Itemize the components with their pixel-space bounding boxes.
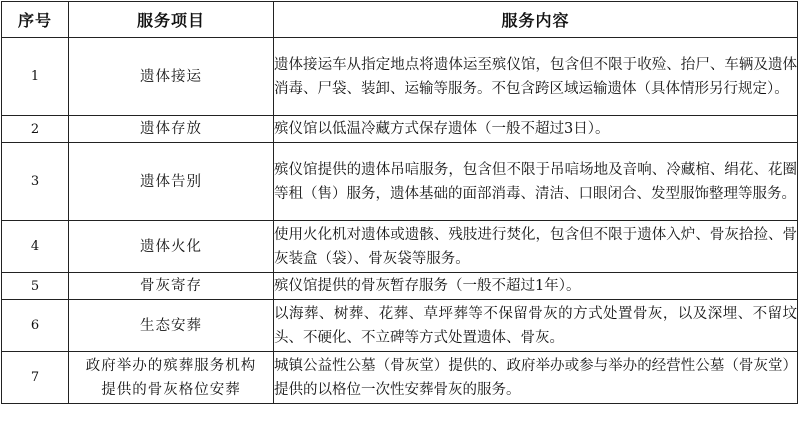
- service-item: [69, 38, 274, 116]
- row-number: 4: [2, 221, 69, 273]
- service-table: [1, 1, 798, 404]
- table-row: [2, 38, 798, 116]
- row-number: 2: [2, 116, 69, 143]
- service-content: 遗体接运车从指定地点将遗体运至殡仪馆，包含但不限于收殓、抬尸、车辆及遗体消毒、尸袋、装卸、运输等服务。不包含跨区域运输遗体（具体情形另行规定）。: [274, 38, 798, 116]
- service-content: 殡仪馆提供的骨灰暂存服务（一般不超过1年）。: [274, 273, 798, 300]
- service-item: [69, 143, 274, 221]
- table-header: [2, 2, 798, 38]
- header-row: [2, 2, 798, 38]
- service-item-line: 生态安葬: [140, 317, 202, 334]
- service-item-line: 遗体告别: [140, 173, 202, 190]
- header-service-content: 服务内容: [274, 2, 798, 38]
- service-content: 殡仪馆提供的遗体吊唁服务，包含但不限于吊唁场地及音响、冷藏棺、绢花、花圈等租（售）服务，遗体基础的面部消毒、清洁、口眼闭合、发型服饰整理等服务。: [274, 143, 798, 221]
- service-item: [69, 352, 274, 404]
- service-content: 以海葬、树葬、花葬、草坪葬等不保留骨灰的方式处置骨灰，以及深埋、不留坟头、不硬化、不立碑等方式处置遗体、骨灰。: [274, 300, 798, 352]
- table-body: [2, 38, 798, 404]
- service-item-line: 骨灰寄存: [140, 278, 202, 294]
- service-item-line: 提供的骨灰格位安葬: [101, 381, 241, 398]
- table-row: [2, 221, 798, 273]
- table-row: [2, 273, 798, 300]
- service-content: 使用火化机对遗体或遗骸、残肢进行焚化，包含但不限于遗体入炉、骨灰拾捡、骨灰装盒（袋）、骨灰袋等服务。: [274, 221, 798, 273]
- service-item: [69, 116, 274, 143]
- header-service-item: 服务项目: [69, 2, 274, 38]
- row-number: 6: [2, 300, 69, 352]
- service-item-line: 遗体接运: [140, 68, 202, 85]
- service-item-line: 遗体存放: [140, 121, 202, 137]
- table-row: [2, 352, 798, 404]
- row-number: 1: [2, 38, 69, 116]
- service-content: 殡仪馆以低温冷藏方式保存遗体（一般不超过3日）。: [274, 116, 798, 143]
- row-number: 3: [2, 143, 69, 221]
- row-number: 5: [2, 273, 69, 300]
- header-number: 序号: [2, 2, 69, 38]
- service-item: [69, 300, 274, 352]
- service-content: 城镇公益性公墓（骨灰堂）提供的、政府举办或参与举办的经营性公墓（骨灰堂）提供的以格位一次性安葬骨灰的服务。: [274, 352, 798, 404]
- table-row: [2, 143, 798, 221]
- service-item: [69, 221, 274, 273]
- table-row: [2, 300, 798, 352]
- service-item-line: 政府举办的殡葬服务机构: [85, 357, 257, 374]
- service-item: [69, 273, 274, 300]
- row-number: 7: [2, 352, 69, 404]
- service-item-line: 遗体火化: [140, 238, 202, 255]
- table-row: [2, 116, 798, 143]
